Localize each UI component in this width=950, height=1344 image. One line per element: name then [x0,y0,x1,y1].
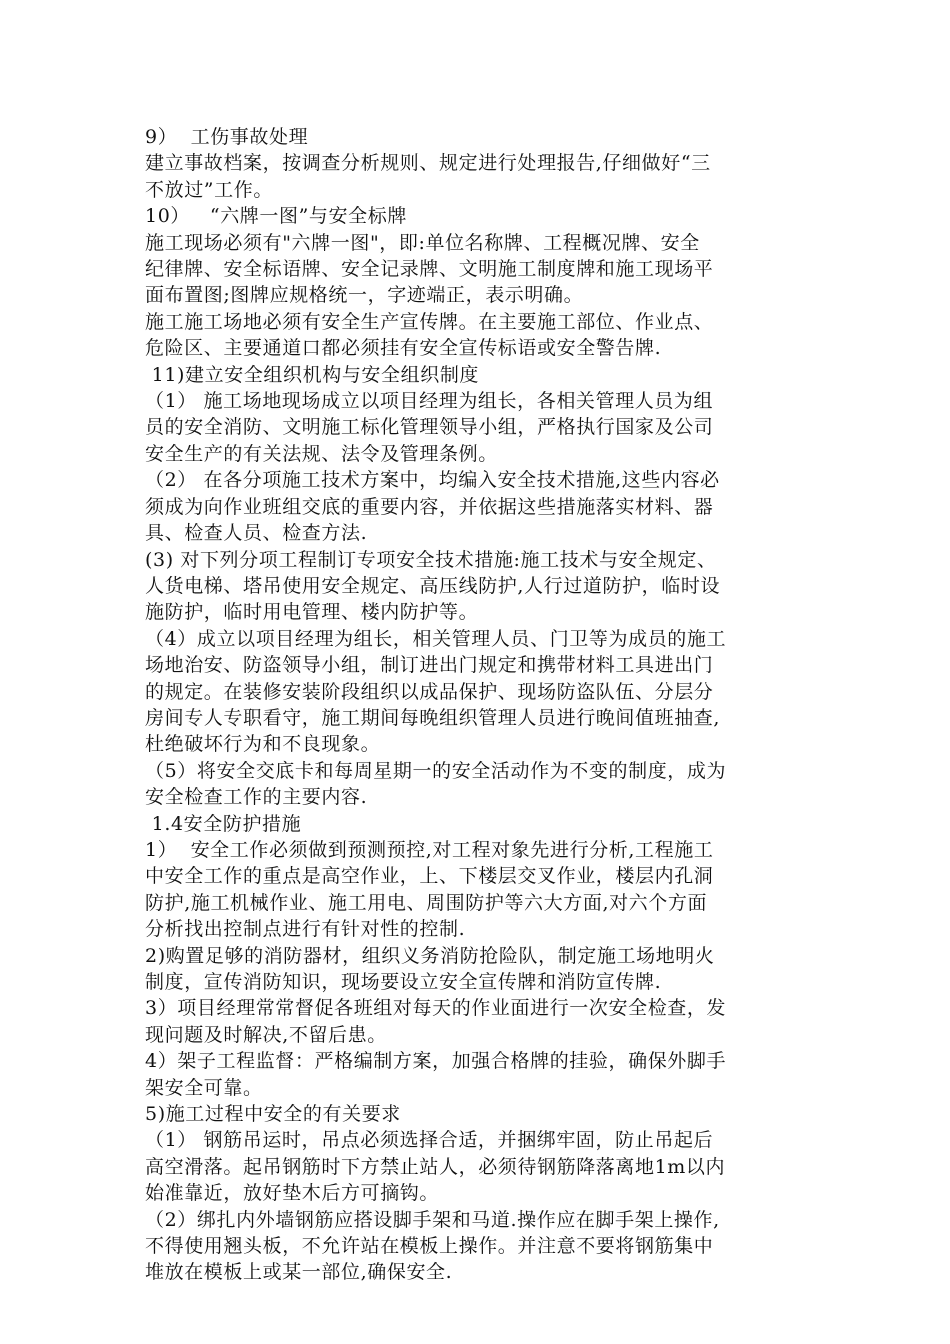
text-line: 中安全工作的重点是高空作业，上、下楼层交叉作业，楼层内孔洞 [145,865,714,888]
text-line: 不得使用翘头板，不允许站在模板上操作。并注意不要将钢筋集中 [145,1235,714,1258]
text-line: （1） 钢筋吊运时，吊点必须选择合适，并捆绑牢固，防止吊起后 [145,1129,714,1152]
text-line: 高空滑落。起吊钢筋时下方禁止站人，必须待钢筋降落离地1m以内 [145,1155,726,1178]
text-line: (3) 对下列分项工程制订专项安全技术措施:施工技术与安全规定、 [145,548,717,571]
text-line: （2）绑扎内外墙钢筋应搭设脚手架和马道.操作应在脚手架上操作, [145,1208,720,1231]
text-line: 施工施工场地必须有安全生产宣传牌。在主要施工部位、作业点、 [145,310,714,333]
text-line: 不放过”工作。 [145,178,273,201]
text-line: 1） 安全工作必须做到预测预控,对工程对象先进行分析,工程施工 [145,838,714,861]
text-line: 杜绝破坏行为和不良现象。 [145,733,381,756]
text-line: 3）项目经理常常督促各班组对每天的作业面进行一次安全检查，发 [145,997,727,1020]
text-line: 员的安全消防、文明施工标化管理领导小组，严格执行国家及公司 [145,416,714,439]
text-line: 5)施工过程中安全的有关要求 [145,1103,401,1126]
text-line: 施防护，临时用电管理、楼内防护等。 [145,601,479,624]
text-line: 分析找出控制点进行有针对性的控制. [145,918,466,941]
text-line: 须成为向作业班组交底的重要内容，并依据这些措施落实材料、器 [145,495,714,518]
text-line: 危险区、主要通道口都必须挂有安全宣传标语或安全警告牌. [145,337,662,360]
text-line: 4）架子工程监督：严格编制方案，加强合格牌的挂验，确保外脚手 [145,1050,727,1073]
text-line: （4）成立以项目经理为组长，相关管理人员、门卫等为成员的施工 [145,627,727,650]
text-line: 纪律牌、安全标语牌、安全记录牌、文明施工制度牌和施工现场平 [145,258,714,281]
text-line: 制度，宣传消防知识，现场要设立安全宣传牌和消防宣传牌. [145,971,662,993]
text-line: 房间专人专职看守，施工期间每晚组织管理人员进行晚间值班抽查, [145,706,721,729]
text-line: 安全检查工作的主要内容. [145,786,368,809]
text-line: 架安全可靠。 [145,1076,263,1099]
text-line: （1） 施工场地现场成立以项目经理为组长，各相关管理人员为组 [145,390,714,413]
text-line: 建立事故档案，按调查分析规则、规定进行处理报告,仔细做好“三 [145,152,711,175]
text-line: 1.4安全防护措施 [145,812,302,835]
text-line: （5）将安全交底卡和每周星期一的安全活动作为不变的制度，成为 [145,759,727,782]
text-line: 人货电梯、塔吊使用安全规定、高压线防护,人行过道防护，临时设 [145,574,721,597]
text-line: 具、检查人员、检查方法. [145,522,368,545]
text-line: 场地治安、防盗领导小组，制订进出门规定和携带材料工具进出门 [145,654,714,677]
text-line: 施工现场必须有"六牌一图"，即:单位名称牌、工程概况牌、安全 [145,231,700,254]
text-line: 的规定。在装修安装阶段组织以成品保护、现场防盗队伍、分层分 [145,680,714,703]
text-line: 2)购置足够的消防器材，组织义务消防抢险队，制定施工场地明火 [145,944,715,967]
text-line: （2） 在各分项施工技术方案中，均编入安全技术措施,这些内容必 [145,469,720,492]
document-body [145,124,810,1286]
text-line: 堆放在模板上或某一部位,确保安全. [145,1261,453,1284]
text-line: 9） 工伤事故处理 [145,126,309,148]
text-line: 安全生产的有关法规、法令及管理条例。 [145,442,498,465]
text-line: 始准靠近，放好垫木后方可摘钩。 [145,1182,440,1205]
text-line: 现问题及时解决,不留后患。 [145,1023,387,1046]
text-line: 11)建立安全组织机构与安全组织制度 [145,363,480,386]
text-line: 面布置图;图牌应规格统一，字迹端正，表示明确。 [145,284,584,307]
text-line: 10） “六牌一图”与安全标牌 [145,205,407,228]
text-line: 防护,施工机械作业、施工用电、周围防护等六大方面,对六个方面 [145,891,708,914]
